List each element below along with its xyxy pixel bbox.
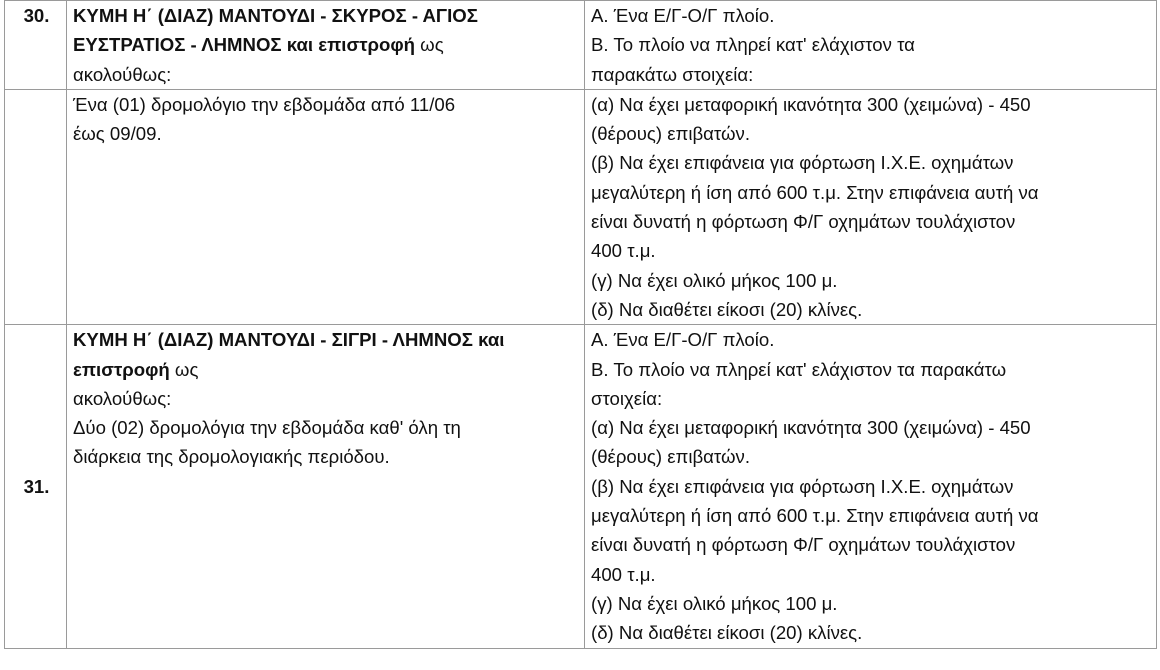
table-row — [5, 1, 1157, 90]
route-line-bold: ΕΥΣΤΡΑΤΙΟΣ - ΛΗΜΝΟΣ και επιστροφή — [73, 34, 416, 56]
requirements-cell — [585, 1, 1157, 90]
requirement-line: μεγαλύτερη ή ίση από 600 τ.μ. Στην επιφάνεια αυτή να — [591, 181, 1039, 203]
route-line-bold: επιστροφή — [73, 358, 170, 380]
requirement-line: Β. Το πλοίο να πληρεί κατ' ελάχιστον τα παρακάτω — [591, 358, 1007, 380]
route-description-cell — [67, 89, 585, 324]
route-line — [73, 325, 580, 354]
route-line-plain: ακολούθως: — [73, 387, 172, 409]
requirement-line: είναι δυνατή η φόρτωση Φ/Γ οχημάτων τουλάχιστον — [591, 211, 1016, 233]
route-line — [73, 355, 580, 384]
requirement-line: (δ) Να διαθέτει είκοσι (20) κλίνες. — [591, 298, 863, 320]
requirement-line: Α. Ένα Ε/Γ-Ο/Γ πλοίο. — [591, 329, 775, 351]
route-line — [73, 119, 580, 148]
requirement-line: (α) Να έχει μεταφορική ικανότητα 300 (χειμώνα) - 450 — [591, 417, 1031, 439]
route-line — [73, 1, 580, 30]
requirement-line: στοιχεία: — [591, 387, 663, 409]
route-line — [73, 413, 580, 442]
requirement-line: παρακάτω στοιχεία: — [591, 63, 754, 85]
route-description-cell — [67, 325, 585, 648]
route-number-cell — [5, 89, 67, 324]
requirement-line: 400 τ.μ. — [591, 240, 656, 262]
requirement-line: είναι δυνατή η φόρτωση Φ/Γ οχημάτων τουλάχιστον — [591, 534, 1016, 556]
route-line-bold: ΚΥΜΗ Η΄ (ΔΙΑΖ) ΜΑΝΤΟΥΔΙ - ΣΚΥΡΟΣ - ΑΓΙΟΣ — [73, 5, 478, 26]
route-line-plain: διάρκεια της δρομολογιακής περιόδου. — [73, 446, 390, 468]
requirement-line: (γ) Να έχει ολικό μήκος 100 μ. — [591, 269, 838, 291]
requirements-cell — [585, 325, 1157, 648]
route-line-bold: ΚΥΜΗ Η΄ (ΔΙΑΖ) ΜΑΝΤΟΥΔΙ - ΣΙΓΡΙ - ΛΗΜΝΟΣ και — [73, 329, 505, 351]
requirement-line: (δ) Να διαθέτει είκοσι (20) κλίνες. — [591, 622, 863, 644]
route-line-plain: ως — [169, 358, 199, 380]
route-line — [73, 30, 580, 59]
route-description-cell — [67, 1, 585, 90]
table-row — [5, 89, 1157, 324]
routes-table — [4, 0, 1157, 649]
route-line-plain: έως 09/09. — [73, 123, 162, 145]
route-number: 31. — [23, 475, 50, 497]
requirement-line: (β) Να έχει επιφάνεια για φόρτωση Ι.Χ.Ε. οχημάτων — [591, 475, 1014, 497]
route-number — [11, 90, 62, 119]
requirement-line: (θέρους) επιβατών. — [591, 446, 750, 468]
requirements-cell — [585, 89, 1157, 324]
requirement-line: Β. Το πλοίο να πληρεί κατ' ελάχιστον τα — [591, 34, 915, 56]
route-line — [73, 442, 580, 471]
requirement-line: (α) Να έχει μεταφορική ικανότητα 300 (χειμώνα) - 450 — [591, 93, 1031, 115]
route-line — [73, 384, 580, 413]
route-number-cell — [5, 1, 67, 90]
route-line — [73, 60, 580, 89]
requirement-line: (γ) Να έχει ολικό μήκος 100 μ. — [591, 592, 838, 614]
route-line-plain: Δύο (02) δρομολόγια την εβδομάδα καθ' όλη τη — [73, 417, 461, 439]
route-number-cell — [5, 325, 67, 648]
requirement-line: 400 τ.μ. — [591, 563, 656, 585]
route-line — [73, 90, 580, 119]
requirement-line: μεγαλύτερη ή ίση από 600 τ.μ. Στην επιφάνεια αυτή να — [591, 505, 1039, 527]
table-row — [5, 325, 1157, 648]
route-line-plain: Ένα (01) δρομολόγιο την εβδομάδα από 11/06 — [73, 93, 456, 115]
requirement-line: Α. Ένα Ε/Γ-Ο/Γ πλοίο. — [591, 5, 775, 26]
route-line-plain: ακολούθως: — [73, 63, 172, 85]
requirement-line: (θέρους) επιβατών. — [591, 123, 750, 145]
requirement-line: (β) Να έχει επιφάνεια για φόρτωση Ι.Χ.Ε. οχημάτων — [591, 152, 1014, 174]
route-number: 30. — [23, 5, 50, 26]
route-line-plain: ως — [415, 34, 444, 56]
